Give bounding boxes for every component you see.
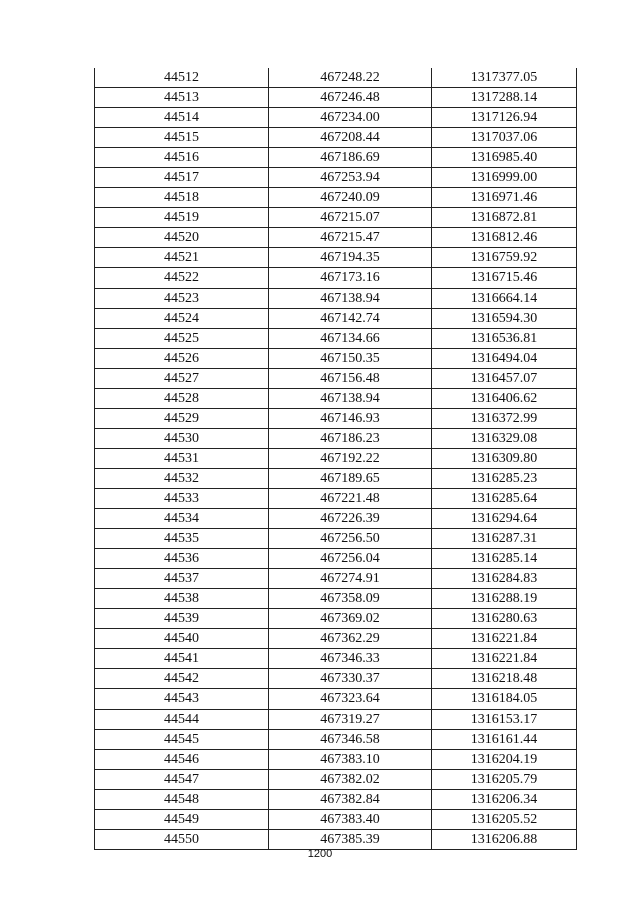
table-row (95, 569, 577, 589)
x-coordinate-cell: 467194.35 (269, 248, 432, 268)
x-coordinate-cell: 467146.93 (269, 408, 432, 428)
x-coordinate-cell: 467138.94 (269, 388, 432, 408)
table-row (95, 348, 577, 368)
x-coordinate-cell: 467323.64 (269, 689, 432, 709)
point-id-cell: 44548 (95, 789, 269, 809)
x-coordinate-cell: 467186.69 (269, 148, 432, 168)
point-id-cell: 44538 (95, 589, 269, 609)
point-id-cell: 44518 (95, 188, 269, 208)
point-id-cell: 44512 (95, 68, 269, 88)
point-id-cell: 44535 (95, 529, 269, 549)
y-coordinate-cell: 1316812.46 (432, 228, 577, 248)
y-coordinate-cell: 1316153.17 (432, 709, 577, 729)
x-coordinate-cell: 467186.23 (269, 428, 432, 448)
table-row (95, 549, 577, 569)
point-id-cell: 44539 (95, 609, 269, 629)
x-coordinate-cell: 467134.66 (269, 328, 432, 348)
table-row (95, 68, 577, 88)
table-row (95, 709, 577, 729)
y-coordinate-cell: 1316285.23 (432, 468, 577, 488)
point-id-cell: 44527 (95, 368, 269, 388)
x-coordinate-cell: 467138.94 (269, 288, 432, 308)
y-coordinate-cell: 1316494.04 (432, 348, 577, 368)
y-coordinate-cell: 1316985.40 (432, 148, 577, 168)
point-id-cell: 44515 (95, 128, 269, 148)
x-coordinate-cell: 467192.22 (269, 448, 432, 468)
y-coordinate-cell: 1316294.64 (432, 509, 577, 529)
y-coordinate-cell: 1316218.48 (432, 669, 577, 689)
x-coordinate-cell: 467173.16 (269, 268, 432, 288)
x-coordinate-cell: 467346.58 (269, 729, 432, 749)
x-coordinate-cell: 467240.09 (269, 188, 432, 208)
table-row (95, 328, 577, 348)
table-row (95, 388, 577, 408)
table-row (95, 108, 577, 128)
point-id-cell: 44514 (95, 108, 269, 128)
x-coordinate-cell: 467215.47 (269, 228, 432, 248)
coordinates-table-body (95, 68, 577, 849)
table-row (95, 689, 577, 709)
table-row (95, 368, 577, 388)
y-coordinate-cell: 1316285.64 (432, 488, 577, 508)
x-coordinate-cell: 467156.48 (269, 368, 432, 388)
y-coordinate-cell: 1316999.00 (432, 168, 577, 188)
table-row (95, 448, 577, 468)
y-coordinate-cell: 1316221.84 (432, 649, 577, 669)
point-id-cell: 44519 (95, 208, 269, 228)
y-coordinate-cell: 1316204.19 (432, 749, 577, 769)
y-coordinate-cell: 1316206.88 (432, 829, 577, 849)
y-coordinate-cell: 1316206.34 (432, 789, 577, 809)
point-id-cell: 44533 (95, 488, 269, 508)
point-id-cell: 44530 (95, 428, 269, 448)
x-coordinate-cell: 467215.07 (269, 208, 432, 228)
table-row (95, 829, 577, 849)
y-coordinate-cell: 1317288.14 (432, 88, 577, 108)
y-coordinate-cell: 1316161.44 (432, 729, 577, 749)
point-id-cell: 44537 (95, 569, 269, 589)
y-coordinate-cell: 1316329.08 (432, 428, 577, 448)
y-coordinate-cell: 1316221.84 (432, 629, 577, 649)
point-id-cell: 44545 (95, 729, 269, 749)
point-id-cell: 44528 (95, 388, 269, 408)
table-row (95, 128, 577, 148)
x-coordinate-cell: 467248.22 (269, 68, 432, 88)
x-coordinate-cell: 467274.91 (269, 569, 432, 589)
x-coordinate-cell: 467142.74 (269, 308, 432, 328)
x-coordinate-cell: 467358.09 (269, 589, 432, 609)
table-row (95, 749, 577, 769)
y-coordinate-cell: 1316664.14 (432, 288, 577, 308)
point-id-cell: 44541 (95, 649, 269, 669)
coordinates-table (94, 68, 577, 850)
table-row (95, 468, 577, 488)
table-row (95, 769, 577, 789)
table-row (95, 168, 577, 188)
point-id-cell: 44520 (95, 228, 269, 248)
point-id-cell: 44546 (95, 749, 269, 769)
x-coordinate-cell: 467234.00 (269, 108, 432, 128)
table-row (95, 208, 577, 228)
point-id-cell: 44521 (95, 248, 269, 268)
y-coordinate-cell: 1316280.63 (432, 609, 577, 629)
point-id-cell: 44524 (95, 308, 269, 328)
table-row (95, 589, 577, 609)
y-coordinate-cell: 1316457.07 (432, 368, 577, 388)
point-id-cell: 44522 (95, 268, 269, 288)
x-coordinate-cell: 467369.02 (269, 609, 432, 629)
x-coordinate-cell: 467346.33 (269, 649, 432, 669)
x-coordinate-cell: 467330.37 (269, 669, 432, 689)
point-id-cell: 44523 (95, 288, 269, 308)
table-row (95, 228, 577, 248)
x-coordinate-cell: 467319.27 (269, 709, 432, 729)
y-coordinate-cell: 1316288.19 (432, 589, 577, 609)
point-id-cell: 44549 (95, 809, 269, 829)
point-id-cell: 44547 (95, 769, 269, 789)
x-coordinate-cell: 467256.04 (269, 549, 432, 569)
point-id-cell: 44543 (95, 689, 269, 709)
x-coordinate-cell: 467221.48 (269, 488, 432, 508)
point-id-cell: 44542 (95, 669, 269, 689)
point-id-cell: 44532 (95, 468, 269, 488)
point-id-cell: 44534 (95, 509, 269, 529)
x-coordinate-cell: 467382.02 (269, 769, 432, 789)
point-id-cell: 44529 (95, 408, 269, 428)
x-coordinate-cell: 467383.40 (269, 809, 432, 829)
table-row (95, 609, 577, 629)
table-row (95, 268, 577, 288)
point-id-cell: 44513 (95, 88, 269, 108)
x-coordinate-cell: 467189.65 (269, 468, 432, 488)
table-row (95, 809, 577, 829)
table-row (95, 629, 577, 649)
y-coordinate-cell: 1316309.80 (432, 448, 577, 468)
y-coordinate-cell: 1316285.14 (432, 549, 577, 569)
point-id-cell: 44516 (95, 148, 269, 168)
y-coordinate-cell: 1316971.46 (432, 188, 577, 208)
table-row (95, 789, 577, 809)
table-row (95, 488, 577, 508)
point-id-cell: 44536 (95, 549, 269, 569)
point-id-cell: 44526 (95, 348, 269, 368)
point-id-cell: 44544 (95, 709, 269, 729)
table-row (95, 428, 577, 448)
x-coordinate-cell: 467246.48 (269, 88, 432, 108)
table-row (95, 509, 577, 529)
y-coordinate-cell: 1316287.31 (432, 529, 577, 549)
y-coordinate-cell: 1316205.79 (432, 769, 577, 789)
y-coordinate-cell: 1317377.05 (432, 68, 577, 88)
x-coordinate-cell: 467226.39 (269, 509, 432, 529)
x-coordinate-cell: 467150.35 (269, 348, 432, 368)
table-row (95, 649, 577, 669)
point-id-cell: 44517 (95, 168, 269, 188)
y-coordinate-cell: 1316594.30 (432, 308, 577, 328)
y-coordinate-cell: 1316406.62 (432, 388, 577, 408)
point-id-cell: 44531 (95, 448, 269, 468)
page-number: 1200 (307, 848, 333, 860)
table-row (95, 669, 577, 689)
x-coordinate-cell: 467385.39 (269, 829, 432, 849)
x-coordinate-cell: 467382.84 (269, 789, 432, 809)
y-coordinate-cell: 1316372.99 (432, 408, 577, 428)
x-coordinate-cell: 467256.50 (269, 529, 432, 549)
y-coordinate-cell: 1316184.05 (432, 689, 577, 709)
table-row (95, 148, 577, 168)
y-coordinate-cell: 1317126.94 (432, 108, 577, 128)
y-coordinate-cell: 1316536.81 (432, 328, 577, 348)
y-coordinate-cell: 1316715.46 (432, 268, 577, 288)
point-id-cell: 44525 (95, 328, 269, 348)
table-row (95, 729, 577, 749)
point-id-cell: 44550 (95, 829, 269, 849)
y-coordinate-cell: 1316284.83 (432, 569, 577, 589)
y-coordinate-cell: 1317037.06 (432, 128, 577, 148)
x-coordinate-cell: 467208.44 (269, 128, 432, 148)
table-row (95, 308, 577, 328)
y-coordinate-cell: 1316872.81 (432, 208, 577, 228)
x-coordinate-cell: 467253.94 (269, 168, 432, 188)
x-coordinate-cell: 467362.29 (269, 629, 432, 649)
table-row (95, 529, 577, 549)
table-row (95, 188, 577, 208)
point-id-cell: 44540 (95, 629, 269, 649)
y-coordinate-cell: 1316205.52 (432, 809, 577, 829)
table-row (95, 408, 577, 428)
table-row (95, 248, 577, 268)
table-row (95, 88, 577, 108)
x-coordinate-cell: 467383.10 (269, 749, 432, 769)
table-row (95, 288, 577, 308)
y-coordinate-cell: 1316759.92 (432, 248, 577, 268)
